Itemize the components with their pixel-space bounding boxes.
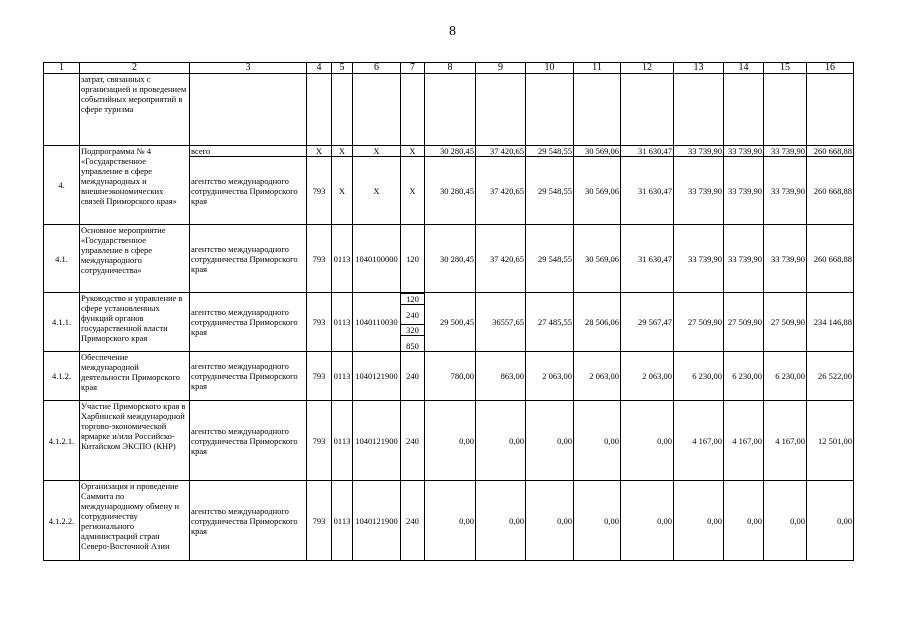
value-cell: 33 739,90 bbox=[764, 146, 807, 157]
value-cell: 0,00 bbox=[621, 401, 674, 481]
header-cell: 11 bbox=[574, 63, 621, 74]
value-cell: 0,00 bbox=[526, 481, 574, 561]
value-cell: 4 167,00 bbox=[764, 401, 807, 481]
value-cell: 260 668,88 bbox=[807, 225, 854, 293]
value-cell: 30 569,06 bbox=[574, 225, 621, 293]
value-cell: 6 230,00 bbox=[724, 352, 764, 401]
row-number: 4.1.2.2. bbox=[44, 481, 80, 561]
cell-csr: Х bbox=[353, 146, 401, 157]
cell-vr: Х bbox=[401, 157, 425, 225]
cell-vr: Х bbox=[401, 146, 425, 157]
value-cell bbox=[724, 74, 764, 146]
value-cell: 30 280,45 bbox=[425, 225, 476, 293]
value-cell: 29 548,55 bbox=[526, 157, 574, 225]
cell-rzpr bbox=[332, 74, 353, 146]
cell-rzpr: 0113 bbox=[332, 401, 353, 481]
value-cell: 6 230,00 bbox=[674, 352, 724, 401]
header-cell: 9 bbox=[476, 63, 526, 74]
row-executor: агентство международного сотрудничества Приморского края bbox=[190, 401, 307, 481]
row-number: 4. bbox=[44, 146, 80, 225]
cell-csr: 1040121900 bbox=[353, 481, 401, 561]
row-name: затрат, связанных с организацией и проведением событийных мероприятий в сфере туризма bbox=[80, 74, 190, 146]
value-cell: 4 167,00 bbox=[674, 401, 724, 481]
row-executor bbox=[190, 74, 307, 146]
value-cell: 0,00 bbox=[574, 401, 621, 481]
vr-code: 850 bbox=[406, 340, 419, 351]
value-cell: 260 668,88 bbox=[807, 146, 854, 157]
row-number: 4.1.2. bbox=[44, 352, 80, 401]
row-number: 4.1.1. bbox=[44, 293, 80, 352]
row-executor: агентство международного сотрудничества Приморского края bbox=[190, 481, 307, 561]
budget-table bbox=[43, 62, 854, 561]
header-row bbox=[44, 63, 854, 74]
cell-vr: 120 bbox=[401, 225, 425, 293]
header-cell: 3 bbox=[190, 63, 307, 74]
value-cell: 0,00 bbox=[476, 481, 526, 561]
value-cell: 33 739,90 bbox=[674, 225, 724, 293]
cell-vr: 240 bbox=[401, 401, 425, 481]
value-cell: 780,00 bbox=[425, 352, 476, 401]
cell-csr: 1040110030 bbox=[353, 293, 401, 352]
value-cell: 0,00 bbox=[476, 401, 526, 481]
row-name: Обеспечение международной деятельности Приморского края bbox=[80, 352, 190, 401]
value-cell: 0,00 bbox=[425, 401, 476, 481]
row-name: Подпрограмма № 4 «Государственное управление в сфере международных и внешнеэкономических связей Приморского края» bbox=[80, 146, 190, 225]
header-cell: 6 bbox=[353, 63, 401, 74]
cell-rzpr: Х bbox=[332, 157, 353, 225]
cell-grbs: 793 bbox=[307, 352, 332, 401]
value-cell: 27 485,55 bbox=[526, 293, 574, 352]
row-executor: агентство международного сотрудничества Приморского края bbox=[190, 225, 307, 293]
row-executor: агентство международного сотрудничества Приморского края bbox=[190, 157, 307, 225]
row-number: 4.1. bbox=[44, 225, 80, 293]
header-cell: 15 bbox=[764, 63, 807, 74]
value-cell bbox=[674, 74, 724, 146]
table-row bbox=[44, 481, 854, 561]
table-row bbox=[44, 293, 854, 352]
value-cell: 36557,65 bbox=[476, 293, 526, 352]
table-row bbox=[44, 225, 854, 293]
value-cell: 33 739,90 bbox=[674, 146, 724, 157]
cell-csr: Х bbox=[353, 157, 401, 225]
cell-rzpr: 0113 bbox=[332, 352, 353, 401]
header-cell: 8 bbox=[425, 63, 476, 74]
header-cell: 10 bbox=[526, 63, 574, 74]
value-cell: 29 567,47 bbox=[621, 293, 674, 352]
value-cell: 4 167,00 bbox=[724, 401, 764, 481]
header-cell: 13 bbox=[674, 63, 724, 74]
row-name: Участие Приморского края в Харбинской международной торгово-экономической ярмарке и/или Российско-Китайском ЭКСПО (КНР) bbox=[80, 401, 190, 481]
value-cell: 31 630,47 bbox=[621, 225, 674, 293]
row-executor: агентство международного сотрудничества Приморского края bbox=[190, 293, 307, 352]
cell-csr bbox=[353, 74, 401, 146]
vr-code: 240 bbox=[406, 309, 419, 320]
value-cell: 0,00 bbox=[621, 481, 674, 561]
cell-csr: 1040121900 bbox=[353, 401, 401, 481]
value-cell: 27 509,90 bbox=[674, 293, 724, 352]
value-cell: 37 420,65 bbox=[476, 157, 526, 225]
cell-csr: 1040100000 bbox=[353, 225, 401, 293]
value-cell: 28 506,06 bbox=[574, 293, 621, 352]
value-cell bbox=[807, 74, 854, 146]
vr-code: 120 bbox=[401, 293, 425, 305]
value-cell: 31 630,47 bbox=[621, 157, 674, 225]
value-cell bbox=[574, 74, 621, 146]
cell-rzpr: Х bbox=[332, 146, 353, 157]
header-cell: 2 bbox=[80, 63, 190, 74]
row-name: Руководство и управление в сфере установленных функций органов государственной власти Приморского края bbox=[80, 293, 190, 352]
value-cell: 0,00 bbox=[674, 481, 724, 561]
cell-vr bbox=[401, 293, 425, 352]
value-cell: 33 739,90 bbox=[724, 146, 764, 157]
value-cell: 37 420,65 bbox=[476, 225, 526, 293]
cell-grbs bbox=[307, 74, 332, 146]
cell-grbs: Х bbox=[307, 146, 332, 157]
table-row bbox=[44, 352, 854, 401]
value-cell: 29 500,45 bbox=[425, 293, 476, 352]
row-number: 4.1.2.1. bbox=[44, 401, 80, 481]
value-cell bbox=[425, 74, 476, 146]
cell-grbs: 793 bbox=[307, 225, 332, 293]
value-cell: 30 280,45 bbox=[425, 146, 476, 157]
table-row bbox=[44, 74, 854, 146]
value-cell: 12 501,00 bbox=[807, 401, 854, 481]
cell-grbs: 793 bbox=[307, 401, 332, 481]
cell-grbs: 793 bbox=[307, 157, 332, 225]
header-cell: 16 bbox=[807, 63, 854, 74]
value-cell: 2 063,00 bbox=[574, 352, 621, 401]
value-cell: 33 739,90 bbox=[724, 157, 764, 225]
vr-code: 320 bbox=[401, 324, 425, 336]
page-number: 8 bbox=[449, 24, 456, 39]
value-cell: 29 548,55 bbox=[526, 146, 574, 157]
value-cell: 2 063,00 bbox=[621, 352, 674, 401]
value-cell: 260 668,88 bbox=[807, 157, 854, 225]
value-cell: 26 522,00 bbox=[807, 352, 854, 401]
value-cell: 0,00 bbox=[764, 481, 807, 561]
header-cell: 14 bbox=[724, 63, 764, 74]
cell-vr: 240 bbox=[401, 481, 425, 561]
header-cell: 12 bbox=[621, 63, 674, 74]
value-cell: 27 509,90 bbox=[764, 293, 807, 352]
value-cell: 33 739,90 bbox=[764, 157, 807, 225]
value-cell bbox=[621, 74, 674, 146]
value-cell bbox=[526, 74, 574, 146]
value-cell: 27 509,90 bbox=[724, 293, 764, 352]
cell-rzpr: 0113 bbox=[332, 225, 353, 293]
cell-rzpr: 0113 bbox=[332, 293, 353, 352]
value-cell: 33 739,90 bbox=[724, 225, 764, 293]
value-cell: 30 280,45 bbox=[425, 157, 476, 225]
cell-vr bbox=[401, 74, 425, 146]
value-cell: 234 146,88 bbox=[807, 293, 854, 352]
value-cell: 31 630,47 bbox=[621, 146, 674, 157]
table-row bbox=[44, 146, 854, 157]
cell-rzpr: 0113 bbox=[332, 481, 353, 561]
row-executor: всего bbox=[190, 146, 307, 157]
value-cell: 29 548,55 bbox=[526, 225, 574, 293]
value-cell: 30 569,06 bbox=[574, 157, 621, 225]
value-cell: 2 063,00 bbox=[526, 352, 574, 401]
header-cell: 5 bbox=[332, 63, 353, 74]
value-cell: 863,00 bbox=[476, 352, 526, 401]
value-cell: 6 230,00 bbox=[764, 352, 807, 401]
cell-vr: 240 bbox=[401, 352, 425, 401]
value-cell: 0,00 bbox=[724, 481, 764, 561]
value-cell: 33 739,90 bbox=[674, 157, 724, 225]
row-name: Основное мероприятие «Государственное управление в сфере международного сотрудничества» bbox=[80, 225, 190, 293]
cell-csr: 1040121900 bbox=[353, 352, 401, 401]
value-cell: 33 739,90 bbox=[764, 225, 807, 293]
table-row bbox=[44, 401, 854, 481]
row-executor: агентство международного сотрудничества Приморского края bbox=[190, 352, 307, 401]
value-cell: 0,00 bbox=[807, 481, 854, 561]
header-cell: 7 bbox=[401, 63, 425, 74]
value-cell bbox=[764, 74, 807, 146]
row-name: Организация и проведение Саммита по международному обмену и сотрудничеству регионального администраций стран Северо-Восточной Азии bbox=[80, 481, 190, 561]
value-cell bbox=[476, 74, 526, 146]
value-cell: 0,00 bbox=[526, 401, 574, 481]
cell-grbs: 793 bbox=[307, 293, 332, 352]
value-cell: 0,00 bbox=[574, 481, 621, 561]
header-cell: 4 bbox=[307, 63, 332, 74]
value-cell: 37 420,65 bbox=[476, 146, 526, 157]
header-cell: 1 bbox=[44, 63, 80, 74]
value-cell: 30 569,06 bbox=[574, 146, 621, 157]
cell-grbs: 793 bbox=[307, 481, 332, 561]
value-cell: 0,00 bbox=[425, 481, 476, 561]
row-number bbox=[44, 74, 80, 146]
